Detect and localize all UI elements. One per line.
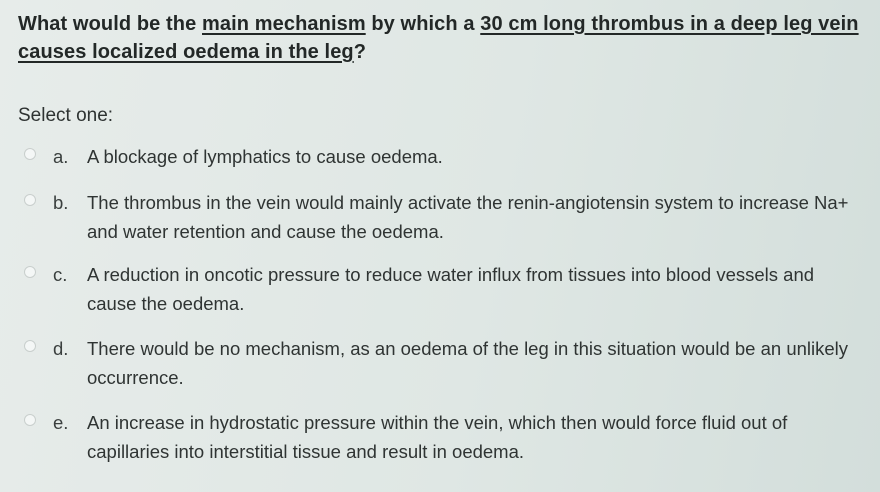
radio-button-icon[interactable] xyxy=(24,266,36,278)
radio-button-icon[interactable] xyxy=(24,414,36,426)
question-underlined-2: 30 cm long thrombus in a deep leg vein causes localized oedema in the leg xyxy=(18,13,859,63)
option-b[interactable] xyxy=(24,188,864,246)
option-letter: b. xyxy=(53,192,69,213)
option-letter: d. xyxy=(53,338,69,359)
option-text: The thrombus in the vein would mainly activate the renin-angiotensin system to increase Na+ and water retention and cause the oedema. xyxy=(87,192,849,242)
option-letter: a. xyxy=(53,146,69,167)
option-letter: c. xyxy=(53,264,68,285)
option-text: There would be no mechanism, as an oedema of the leg in this situation would be an unlikely occurrence. xyxy=(87,338,849,388)
question-underlined-1: main mechanism xyxy=(202,13,366,35)
radio-button-icon[interactable] xyxy=(24,340,36,352)
question-part-1: What would be the xyxy=(18,13,203,35)
option-d[interactable] xyxy=(24,334,864,392)
option-a[interactable] xyxy=(24,142,864,171)
radio-button-icon[interactable] xyxy=(24,194,36,206)
question-part-2: by which a xyxy=(365,13,481,35)
radio-button-icon[interactable] xyxy=(24,148,36,160)
option-text: A reduction in oncotic pressure to reduce water influx from tissues into blood vessels and cause the oedema. xyxy=(87,264,815,314)
option-e[interactable] xyxy=(24,408,864,466)
option-text: An increase in hydrostatic pressure within the vein, which then would force fluid out of capillaries into interstitial tissue and result in oedema. xyxy=(87,412,788,462)
option-letter: e. xyxy=(53,412,69,433)
question-text xyxy=(18,10,868,66)
select-one-label: Select one: xyxy=(18,105,114,126)
option-text: A blockage of lymphatics to cause oedema. xyxy=(87,146,443,167)
question-part-3: ? xyxy=(353,41,367,63)
option-c[interactable] xyxy=(24,260,864,318)
